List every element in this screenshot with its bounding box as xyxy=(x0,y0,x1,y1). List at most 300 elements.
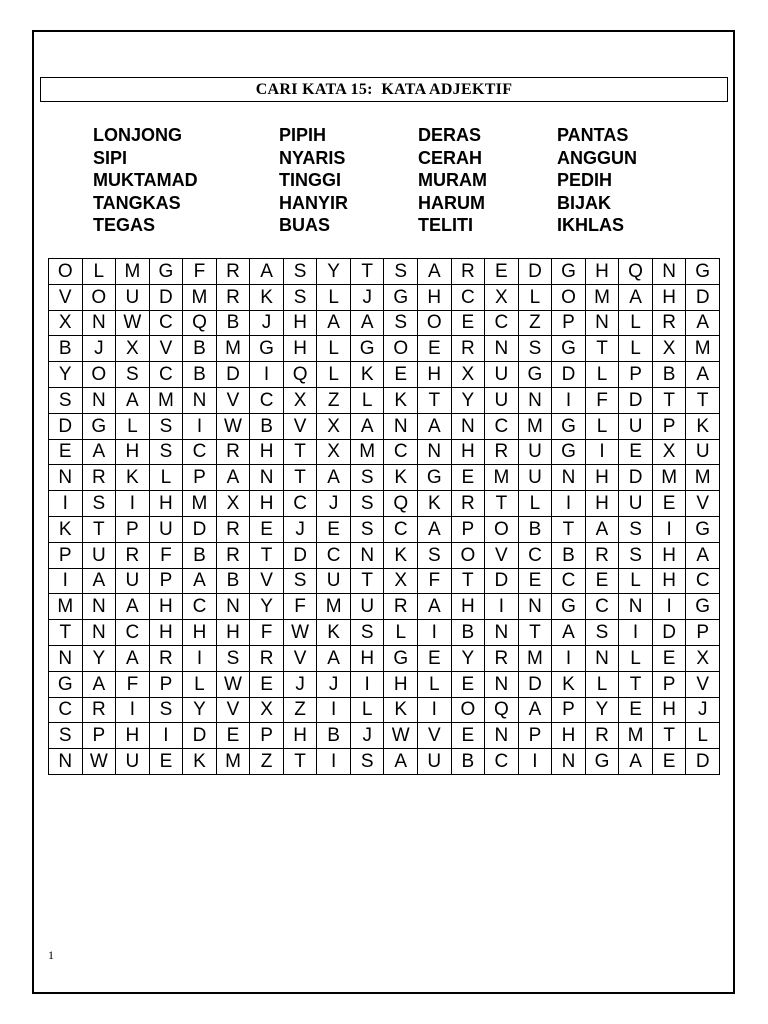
word-list-item: DERAS xyxy=(418,125,482,145)
grid-cell: J xyxy=(283,671,317,697)
grid-cell: T xyxy=(82,516,116,542)
grid-cell: U xyxy=(418,749,452,775)
grid-cell: G xyxy=(384,284,418,310)
grid-cell: C xyxy=(384,439,418,465)
grid-cell: U xyxy=(116,568,150,594)
grid-cell: Q xyxy=(283,362,317,388)
grid-cell: N xyxy=(485,336,519,362)
grid-cell: E xyxy=(250,671,284,697)
grid-cell: E xyxy=(619,439,653,465)
word-list-item: LONJONG xyxy=(93,125,183,145)
grid-cell: O xyxy=(485,516,519,542)
grid-cell: R xyxy=(82,697,116,723)
grid-cell: H xyxy=(652,542,686,568)
grid-cell: P xyxy=(82,723,116,749)
grid-cell: L xyxy=(585,362,619,388)
grid-cell: N xyxy=(216,594,250,620)
grid-cell: V xyxy=(686,671,720,697)
grid-cell: A xyxy=(585,516,619,542)
grid-cell: K xyxy=(686,413,720,439)
grid-cell: N xyxy=(652,259,686,285)
grid-cell: S xyxy=(216,645,250,671)
grid-cell: P xyxy=(552,310,586,336)
grid-cell: M xyxy=(652,465,686,491)
grid-cell: F xyxy=(149,542,183,568)
grid-cell: G xyxy=(418,465,452,491)
grid-cell: S xyxy=(283,284,317,310)
grid-cell: J xyxy=(250,310,284,336)
grid-cell: I xyxy=(149,723,183,749)
grid-cell: U xyxy=(485,362,519,388)
grid-cell: A xyxy=(418,594,452,620)
word-list-item: PANTAS xyxy=(557,125,629,145)
grid-cell: F xyxy=(250,620,284,646)
grid-cell: X xyxy=(216,491,250,517)
grid-cell: E xyxy=(619,697,653,723)
grid-cell: B xyxy=(518,516,552,542)
grid-row xyxy=(49,439,720,465)
grid-cell: T xyxy=(250,542,284,568)
grid-cell: T xyxy=(283,465,317,491)
grid-cell: R xyxy=(485,439,519,465)
grid-cell: I xyxy=(317,749,351,775)
grid-cell: P xyxy=(652,671,686,697)
grid-cell: B xyxy=(652,362,686,388)
grid-cell: E xyxy=(652,491,686,517)
grid-cell: E xyxy=(451,310,485,336)
grid-cell: Y xyxy=(82,645,116,671)
grid-cell: U xyxy=(82,542,116,568)
grid-cell: S xyxy=(350,620,384,646)
grid-cell: R xyxy=(216,439,250,465)
grid-cell: E xyxy=(49,439,83,465)
grid-row xyxy=(49,568,720,594)
grid-cell: X xyxy=(116,336,150,362)
grid-cell: C xyxy=(250,387,284,413)
grid-cell: D xyxy=(619,387,653,413)
grid-cell: X xyxy=(652,336,686,362)
grid-cell: I xyxy=(552,387,586,413)
grid-cell: P xyxy=(116,516,150,542)
grid-cell: H xyxy=(552,723,586,749)
word-list-item: IKHLAS xyxy=(557,215,624,235)
grid-cell: R xyxy=(116,542,150,568)
grid-cell: J xyxy=(317,491,351,517)
word-list-item: TEGAS xyxy=(93,215,156,235)
grid-cell: H xyxy=(418,284,452,310)
grid-cell: L xyxy=(585,413,619,439)
grid-cell: C xyxy=(384,516,418,542)
grid-cell: T xyxy=(585,336,619,362)
grid-cell: P xyxy=(552,697,586,723)
grid-cell: T xyxy=(49,620,83,646)
grid-cell: V xyxy=(49,284,83,310)
grid-row xyxy=(49,284,720,310)
grid-cell: A xyxy=(686,362,720,388)
grid-cell: N xyxy=(619,594,653,620)
grid-cell: D xyxy=(283,542,317,568)
grid-cell: W xyxy=(216,413,250,439)
grid-cell: A xyxy=(250,259,284,285)
grid-cell: P xyxy=(149,568,183,594)
grid-cell: S xyxy=(619,516,653,542)
grid-cell: N xyxy=(82,310,116,336)
grid-cell: H xyxy=(652,284,686,310)
grid-cell: A xyxy=(116,387,150,413)
grid-cell: X xyxy=(686,645,720,671)
grid-row xyxy=(49,697,720,723)
grid-cell: Y xyxy=(451,645,485,671)
grid-cell: G xyxy=(552,439,586,465)
grid-cell: E xyxy=(451,723,485,749)
grid-cell: I xyxy=(585,439,619,465)
grid-cell: W xyxy=(116,310,150,336)
grid-cell: S xyxy=(49,387,83,413)
grid-cell: V xyxy=(686,491,720,517)
grid-cell: N xyxy=(384,413,418,439)
grid-cell: N xyxy=(183,387,217,413)
grid-cell: H xyxy=(250,439,284,465)
grid-cell: G xyxy=(585,749,619,775)
grid-cell: B xyxy=(552,542,586,568)
grid-row xyxy=(49,413,720,439)
grid-cell: M xyxy=(518,645,552,671)
grid-cell: E xyxy=(485,259,519,285)
grid-cell: P xyxy=(250,723,284,749)
grid-cell: K xyxy=(183,749,217,775)
grid-cell: N xyxy=(485,671,519,697)
grid-cell: P xyxy=(518,723,552,749)
grid-cell: S xyxy=(82,491,116,517)
word-list-item: TELITI xyxy=(418,215,473,235)
grid-cell: O xyxy=(49,259,83,285)
grid-cell: I xyxy=(49,491,83,517)
grid-cell: N xyxy=(552,749,586,775)
grid-cell: B xyxy=(216,310,250,336)
grid-cell: D xyxy=(686,284,720,310)
grid-cell: R xyxy=(384,594,418,620)
grid-cell: H xyxy=(585,491,619,517)
grid-cell: X xyxy=(283,387,317,413)
grid-cell: R xyxy=(585,723,619,749)
grid-cell: L xyxy=(518,491,552,517)
grid-cell: W xyxy=(384,723,418,749)
grid-cell: G xyxy=(686,516,720,542)
grid-cell: H xyxy=(250,491,284,517)
grid-row xyxy=(49,620,720,646)
letter-grid xyxy=(48,258,720,775)
grid-cell: E xyxy=(384,362,418,388)
grid-cell: L xyxy=(518,284,552,310)
grid-cell: Q xyxy=(619,259,653,285)
grid-cell: J xyxy=(350,284,384,310)
grid-cell: T xyxy=(619,671,653,697)
word-list-item: TINGGI xyxy=(279,170,341,190)
grid-cell: V xyxy=(283,413,317,439)
grid-cell: H xyxy=(216,620,250,646)
grid-cell: L xyxy=(384,620,418,646)
grid-cell: L xyxy=(350,387,384,413)
grid-cell: I xyxy=(418,620,452,646)
grid-cell: B xyxy=(451,749,485,775)
grid-cell: E xyxy=(149,749,183,775)
grid-cell: G xyxy=(384,645,418,671)
grid-cell: C xyxy=(686,568,720,594)
grid-cell: E xyxy=(418,336,452,362)
grid-cell: D xyxy=(652,620,686,646)
grid-cell: P xyxy=(686,620,720,646)
word-column xyxy=(557,124,637,237)
grid-row xyxy=(49,594,720,620)
grid-cell: X xyxy=(485,284,519,310)
word-column xyxy=(279,124,348,237)
grid-cell: D xyxy=(518,671,552,697)
grid-cell: C xyxy=(585,594,619,620)
grid-cell: N xyxy=(418,439,452,465)
grid-cell: I xyxy=(250,362,284,388)
grid-cell: G xyxy=(518,362,552,388)
grid-cell: B xyxy=(250,413,284,439)
grid-cell: G xyxy=(552,594,586,620)
grid-cell: N xyxy=(585,645,619,671)
grid-cell: J xyxy=(686,697,720,723)
grid-cell: U xyxy=(518,439,552,465)
grid-cell: T xyxy=(283,439,317,465)
grid-cell: R xyxy=(82,465,116,491)
grid-cell: X xyxy=(250,697,284,723)
grid-cell: S xyxy=(149,697,183,723)
grid-cell: H xyxy=(585,259,619,285)
grid-cell: S xyxy=(283,568,317,594)
grid-cell: I xyxy=(619,620,653,646)
grid-cell: Y xyxy=(250,594,284,620)
grid-cell: X xyxy=(317,413,351,439)
grid-cell: I xyxy=(350,671,384,697)
grid-cell: U xyxy=(116,749,150,775)
grid-cell: M xyxy=(350,439,384,465)
grid-cell: D xyxy=(686,749,720,775)
grid-cell: S xyxy=(350,516,384,542)
grid-cell: B xyxy=(317,723,351,749)
grid-cell: Q xyxy=(485,697,519,723)
grid-cell: Y xyxy=(585,697,619,723)
grid-cell: H xyxy=(149,491,183,517)
grid-cell: C xyxy=(552,568,586,594)
grid-cell: Q xyxy=(384,491,418,517)
grid-cell: G xyxy=(552,413,586,439)
grid-cell: K xyxy=(317,620,351,646)
grid-cell: O xyxy=(82,362,116,388)
grid-cell: R xyxy=(652,310,686,336)
grid-cell: Y xyxy=(183,697,217,723)
grid-cell: U xyxy=(116,284,150,310)
word-list-item: TANGKAS xyxy=(93,192,181,213)
grid-cell: R xyxy=(451,259,485,285)
grid-cell: P xyxy=(149,671,183,697)
grid-cell: E xyxy=(652,749,686,775)
grid-cell: G xyxy=(686,259,720,285)
grid-cell: G xyxy=(350,336,384,362)
grid-cell: Y xyxy=(317,259,351,285)
grid-cell: J xyxy=(317,671,351,697)
grid-cell: J xyxy=(350,723,384,749)
grid-cell: M xyxy=(49,594,83,620)
grid-cell: W xyxy=(216,671,250,697)
grid-cell: A xyxy=(82,439,116,465)
grid-cell: G xyxy=(82,413,116,439)
word-list-item: BIJAK xyxy=(557,192,612,213)
grid-cell: M xyxy=(317,594,351,620)
grid-cell: M xyxy=(216,336,250,362)
grid-cell: M xyxy=(216,749,250,775)
word-list-item: MUKTAMAD xyxy=(93,170,198,190)
grid-cell: X xyxy=(652,439,686,465)
grid-cell: D xyxy=(485,568,519,594)
grid-cell: G xyxy=(149,259,183,285)
grid-cell: E xyxy=(317,516,351,542)
grid-cell: H xyxy=(283,723,317,749)
grid-cell: R xyxy=(485,645,519,671)
grid-cell: D xyxy=(518,259,552,285)
grid-cell: G xyxy=(552,259,586,285)
grid-row xyxy=(49,671,720,697)
grid-cell: H xyxy=(116,439,150,465)
grid-cell: Z xyxy=(317,387,351,413)
grid-cell: N xyxy=(350,542,384,568)
grid-cell: N xyxy=(451,413,485,439)
grid-cell: B xyxy=(451,620,485,646)
grid-cell: T xyxy=(686,387,720,413)
grid-cell: O xyxy=(552,284,586,310)
grid-cell: U xyxy=(686,439,720,465)
grid-cell: H xyxy=(149,620,183,646)
grid-cell: O xyxy=(451,697,485,723)
grid-cell: E xyxy=(652,645,686,671)
grid-cell: L xyxy=(149,465,183,491)
grid-cell: L xyxy=(619,645,653,671)
grid-cell: I xyxy=(49,568,83,594)
grid-cell: D xyxy=(149,284,183,310)
grid-cell: I xyxy=(552,645,586,671)
grid-cell: M xyxy=(149,387,183,413)
grid-cell: V xyxy=(250,568,284,594)
grid-cell: K xyxy=(250,284,284,310)
grid-cell: A xyxy=(518,697,552,723)
grid-cell: T xyxy=(518,620,552,646)
grid-cell: E xyxy=(518,568,552,594)
grid-cell: I xyxy=(518,749,552,775)
grid-cell: K xyxy=(384,465,418,491)
grid-row xyxy=(49,542,720,568)
grid-cell: A xyxy=(418,516,452,542)
grid-cell: S xyxy=(384,310,418,336)
grid-cell: F xyxy=(418,568,452,594)
grid-cell: J xyxy=(82,336,116,362)
grid-cell: Z xyxy=(283,697,317,723)
grid-cell: I xyxy=(317,697,351,723)
grid-cell: E xyxy=(250,516,284,542)
grid-cell: I xyxy=(183,413,217,439)
grid-cell: N xyxy=(49,465,83,491)
grid-cell: B xyxy=(183,362,217,388)
grid-cell: V xyxy=(149,336,183,362)
grid-cell: C xyxy=(116,620,150,646)
grid-cell: M xyxy=(183,491,217,517)
grid-cell: A xyxy=(350,310,384,336)
grid-cell: C xyxy=(183,594,217,620)
grid-row xyxy=(49,259,720,285)
grid-cell: E xyxy=(216,723,250,749)
grid-cell: A xyxy=(619,284,653,310)
grid-cell: T xyxy=(485,491,519,517)
grid-cell: G xyxy=(250,336,284,362)
grid-cell: V xyxy=(216,387,250,413)
grid-cell: I xyxy=(652,516,686,542)
grid-cell: V xyxy=(216,697,250,723)
grid-cell: T xyxy=(283,749,317,775)
grid-cell: M xyxy=(619,723,653,749)
grid-cell: L xyxy=(686,723,720,749)
grid-cell: C xyxy=(283,491,317,517)
grid-cell: N xyxy=(250,465,284,491)
grid-cell: A xyxy=(82,568,116,594)
grid-cell: F xyxy=(183,259,217,285)
grid-cell: U xyxy=(619,413,653,439)
grid-cell: E xyxy=(418,645,452,671)
grid-cell: K xyxy=(116,465,150,491)
grid-cell: C xyxy=(518,542,552,568)
grid-cell: N xyxy=(82,594,116,620)
word-list-item: CERAH xyxy=(418,147,483,168)
grid-cell: C xyxy=(485,413,519,439)
grid-cell: Z xyxy=(518,310,552,336)
grid-cell: R xyxy=(451,491,485,517)
grid-cell: C xyxy=(317,542,351,568)
grid-cell: B xyxy=(216,568,250,594)
grid-cell: S xyxy=(116,362,150,388)
grid-cell: S xyxy=(384,259,418,285)
grid-cell: S xyxy=(350,465,384,491)
grid-cell: A xyxy=(317,465,351,491)
grid-cell: C xyxy=(149,362,183,388)
grid-cell: A xyxy=(418,259,452,285)
grid-cell: A xyxy=(183,568,217,594)
grid-row xyxy=(49,723,720,749)
grid-cell: J xyxy=(283,516,317,542)
grid-cell: A xyxy=(418,413,452,439)
grid-cell: T xyxy=(652,723,686,749)
grid-cell: D xyxy=(49,413,83,439)
grid-cell: P xyxy=(183,465,217,491)
grid-cell: N xyxy=(552,465,586,491)
grid-cell: A xyxy=(116,645,150,671)
grid-row xyxy=(49,336,720,362)
grid-cell: F xyxy=(283,594,317,620)
grid-cell: L xyxy=(317,336,351,362)
grid-cell: O xyxy=(451,542,485,568)
word-column xyxy=(418,124,487,237)
grid-cell: H xyxy=(116,723,150,749)
grid-cell: P xyxy=(652,413,686,439)
grid-cell: C xyxy=(451,284,485,310)
grid-cell: K xyxy=(350,362,384,388)
grid-cell: K xyxy=(418,491,452,517)
grid-cell: E xyxy=(451,671,485,697)
grid-cell: T xyxy=(552,516,586,542)
grid-cell: K xyxy=(552,671,586,697)
grid-cell: R xyxy=(451,336,485,362)
grid-cell: H xyxy=(418,362,452,388)
